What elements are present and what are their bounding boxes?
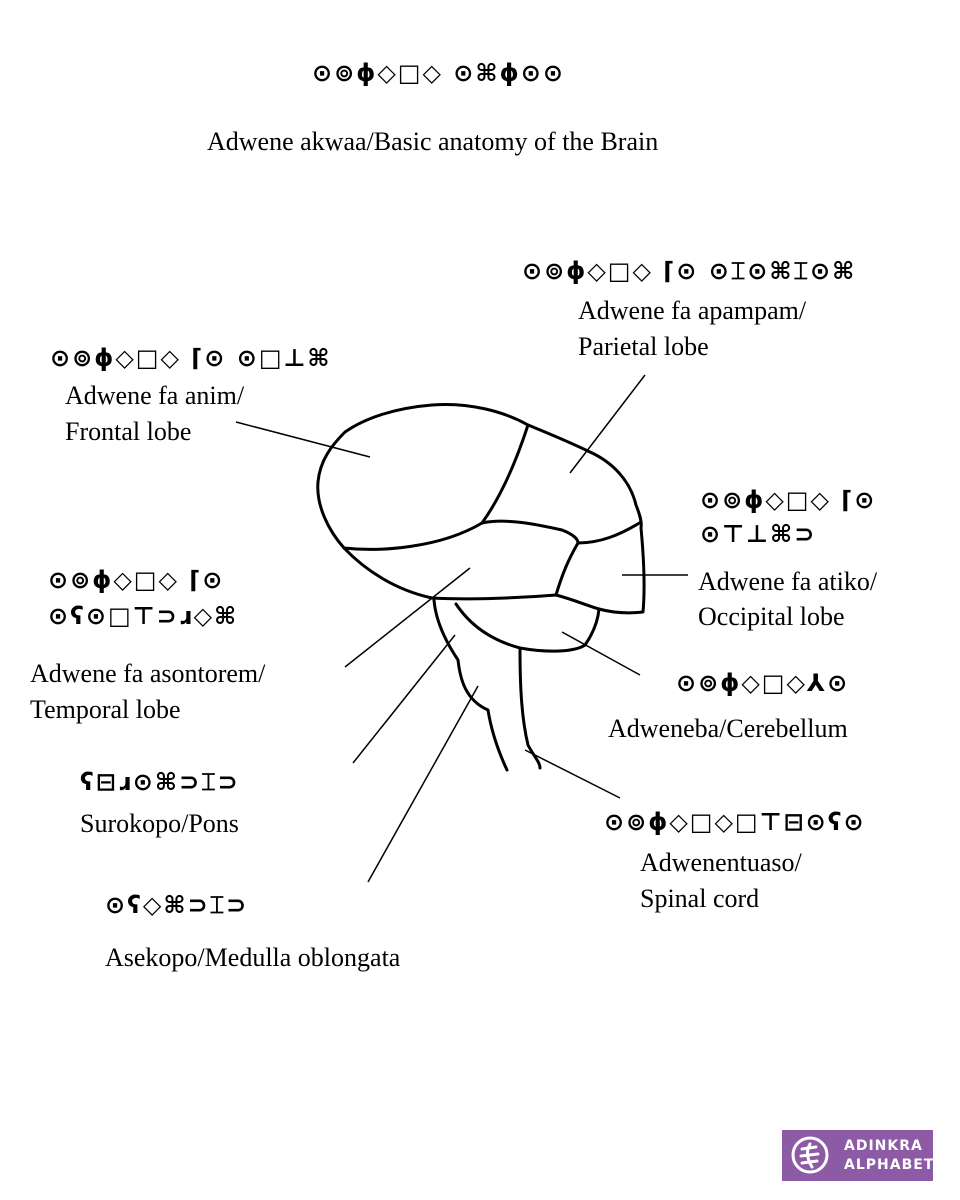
cerebellum-outline <box>456 604 599 651</box>
leader-spinal <box>525 750 620 798</box>
logo-line2: ALPHABET <box>844 1157 935 1173</box>
cerebellum-label: Adweneba/Cerebellum <box>608 714 848 743</box>
occipital-label-line2: Occipital lobe <box>698 602 845 631</box>
spinal-script: ⊙⊚ɸ◇□◇□⊤⊟⊙ʕ⊙ <box>604 808 866 836</box>
temporal-label-line1: Adwene fa asontorem/ <box>30 659 266 688</box>
occipital-label-line1: Adwene fa atiko/ <box>698 567 878 596</box>
parietal-label-line1: Adwene fa apampam/ <box>578 296 807 325</box>
title-script: ⊙⊚ɸ◇□◇ ⊙⌘ɸ⊙⊙ <box>312 59 565 87</box>
title-text: Adwene akwaa/Basic anatomy of the Brain <box>207 127 659 156</box>
central-sulcus <box>482 425 528 523</box>
adinkra-alphabet-logo <box>782 1130 933 1181</box>
parietal-label-line2: Parietal lobe <box>578 332 709 361</box>
leader-parietal <box>570 375 645 473</box>
brainstem-right <box>520 650 540 768</box>
parieto-occipital-line <box>556 543 578 595</box>
logo-line1: ADINKRA <box>844 1138 923 1154</box>
temporal-script-2: ⊙ʕ⊙□⊤⊃ɹ◇⌘ <box>48 602 239 630</box>
temporal-script-1: ⊙⊚ɸ◇□◇ ⌈⊙ <box>48 566 225 594</box>
medulla-script: ⊙ʕ◇⌘⊃⌶⊃ <box>105 891 249 919</box>
cerebrum-outline <box>318 404 644 612</box>
pons-label: Surokopo/Pons <box>80 809 239 838</box>
spinal-label-line2: Spinal cord <box>640 884 760 913</box>
leader-pons <box>353 635 455 763</box>
parietal-script: ⊙⊚ɸ◇□◇ ⌈⊙ ⊙⌶⊙⌘⌶⊙⌘ <box>522 257 857 285</box>
pons-script: ʕ⊟ɹ⊙⌘⊃⌶⊃ <box>80 768 240 796</box>
occipital-script-2: ⊙⊤⊥⌘⊃ <box>700 520 817 548</box>
occipital-script-1: ⊙⊚ɸ◇□◇ ⌈⊙ <box>700 486 877 514</box>
medulla-label: Asekopo/Medulla oblongata <box>105 943 401 972</box>
lateral-fissure <box>344 521 641 549</box>
adinkra-symbol-icon <box>790 1135 830 1175</box>
spinal-label-line1: Adwenentuaso/ <box>640 848 802 877</box>
frontal-label-line1: Adwene fa anim/ <box>65 381 245 410</box>
leader-cerebellum <box>562 632 640 675</box>
frontal-script: ⊙⊚ɸ◇□◇ ⌈⊙ ⊙□⊥⌘ <box>50 344 332 372</box>
temporal-label-line2: Temporal lobe <box>30 695 181 724</box>
leader-medulla <box>368 686 478 882</box>
frontal-label-line2: Frontal lobe <box>65 417 192 446</box>
cerebellum-script: ⊙⊚ɸ◇□◇⅄⊙ <box>676 669 850 697</box>
